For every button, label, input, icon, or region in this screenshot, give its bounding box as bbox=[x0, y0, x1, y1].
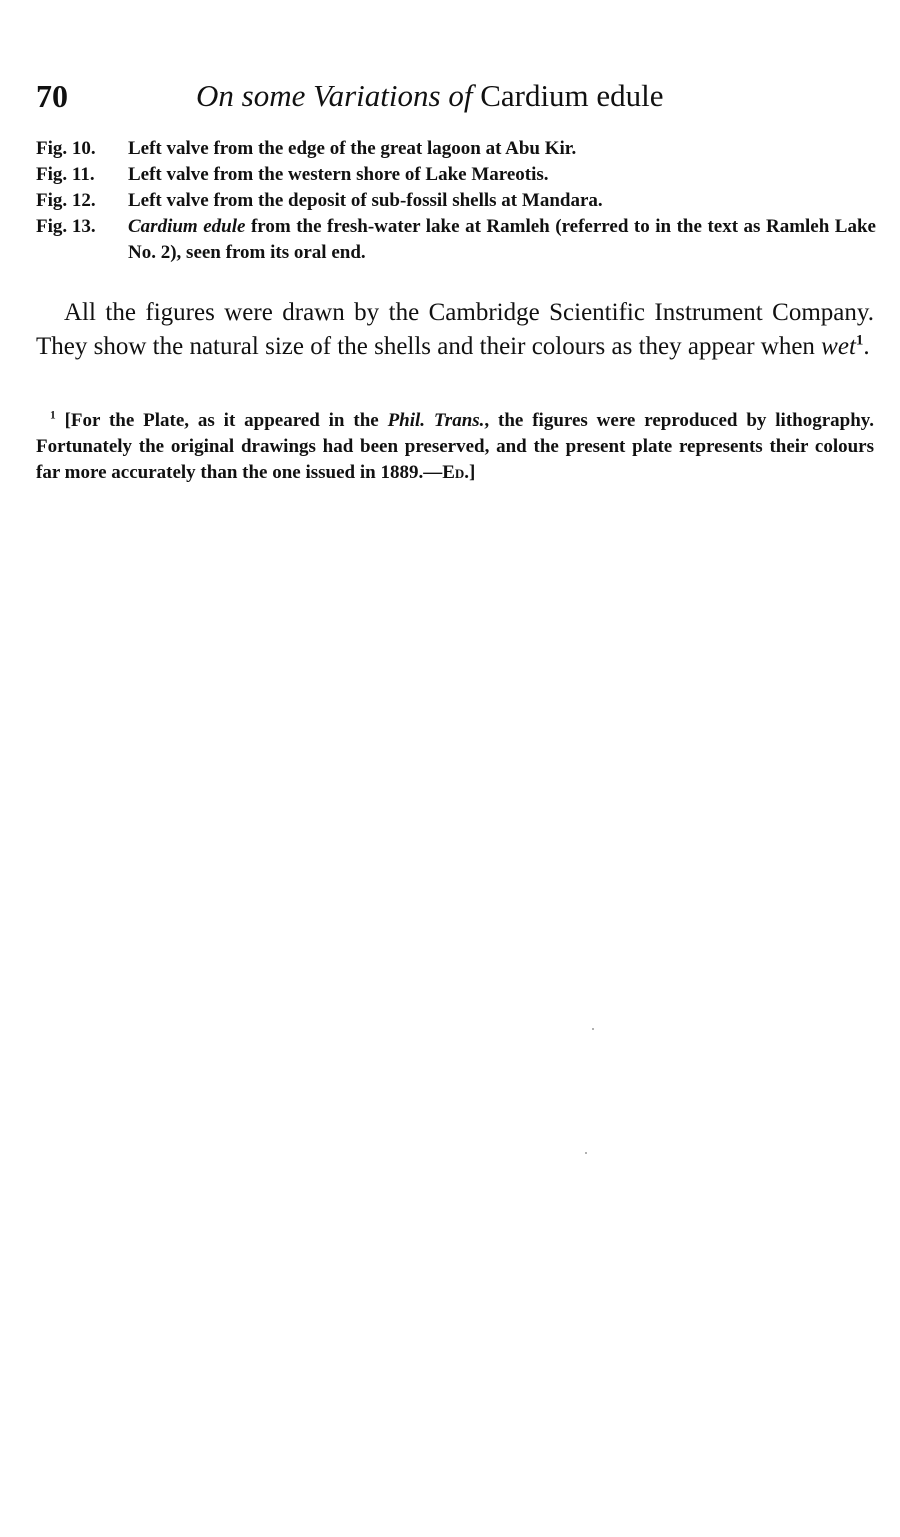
species-name: Cardium edule bbox=[128, 216, 246, 237]
footnote-text-before: [For the Plate, as it appeared in the bbox=[55, 410, 388, 431]
running-title-italic: On some Variations of bbox=[196, 78, 473, 113]
footnote-reference: 1 bbox=[855, 332, 864, 349]
body-italic-word: wet bbox=[821, 333, 856, 360]
caption-label: Fig. 10. bbox=[36, 138, 96, 159]
caption-text-rest: from the fresh-water lake at Ramleh (referred to in the text as Ramleh Lake No. 2), seen from its oral end. bbox=[128, 216, 876, 263]
footnote-mark: 1 bbox=[50, 409, 56, 422]
footnote bbox=[36, 408, 874, 486]
caption-fig-10 bbox=[36, 136, 876, 162]
caption-text: Left valve from the western shore of Lake Mareotis. bbox=[128, 164, 549, 185]
body-text: All the figures were drawn by the Cambridge Scientific Instrument Company. They show the natural size of the shells and their colours as they appear when bbox=[36, 299, 874, 360]
journal-title: Phil. Trans. bbox=[387, 410, 485, 431]
caption-label: Fig. 12. bbox=[36, 190, 96, 211]
caption-text: Left valve from the edge of the great lagoon at Abu Kir. bbox=[128, 138, 577, 159]
figure-captions bbox=[36, 136, 876, 266]
body-end: . bbox=[863, 333, 870, 360]
caption-text: Left valve from the deposit of sub-fossil shells at Mandara. bbox=[128, 190, 603, 211]
caption-text bbox=[128, 214, 876, 266]
editor-mark: Ed. bbox=[442, 462, 470, 483]
footnote-text-after: , the figures were reproduced by lithography. Fortunately the original drawings had been preserved, and the present plate represents their colours far more accurately than the one issued in 1889.— bbox=[36, 410, 874, 483]
caption-fig-12 bbox=[36, 188, 876, 214]
paper-speck bbox=[592, 1028, 594, 1030]
body-paragraph bbox=[36, 296, 874, 364]
caption-fig-13 bbox=[36, 214, 876, 266]
running-title-roman: Cardium edule bbox=[480, 78, 664, 113]
caption-label: Fig. 11. bbox=[36, 164, 95, 185]
running-title bbox=[196, 76, 664, 116]
running-head bbox=[36, 76, 874, 116]
caption-label: Fig. 13. bbox=[36, 216, 96, 237]
paper-speck bbox=[585, 1152, 587, 1154]
footnote-closing: ] bbox=[469, 462, 476, 483]
caption-fig-11 bbox=[36, 162, 876, 188]
page-number: 70 bbox=[36, 78, 68, 114]
